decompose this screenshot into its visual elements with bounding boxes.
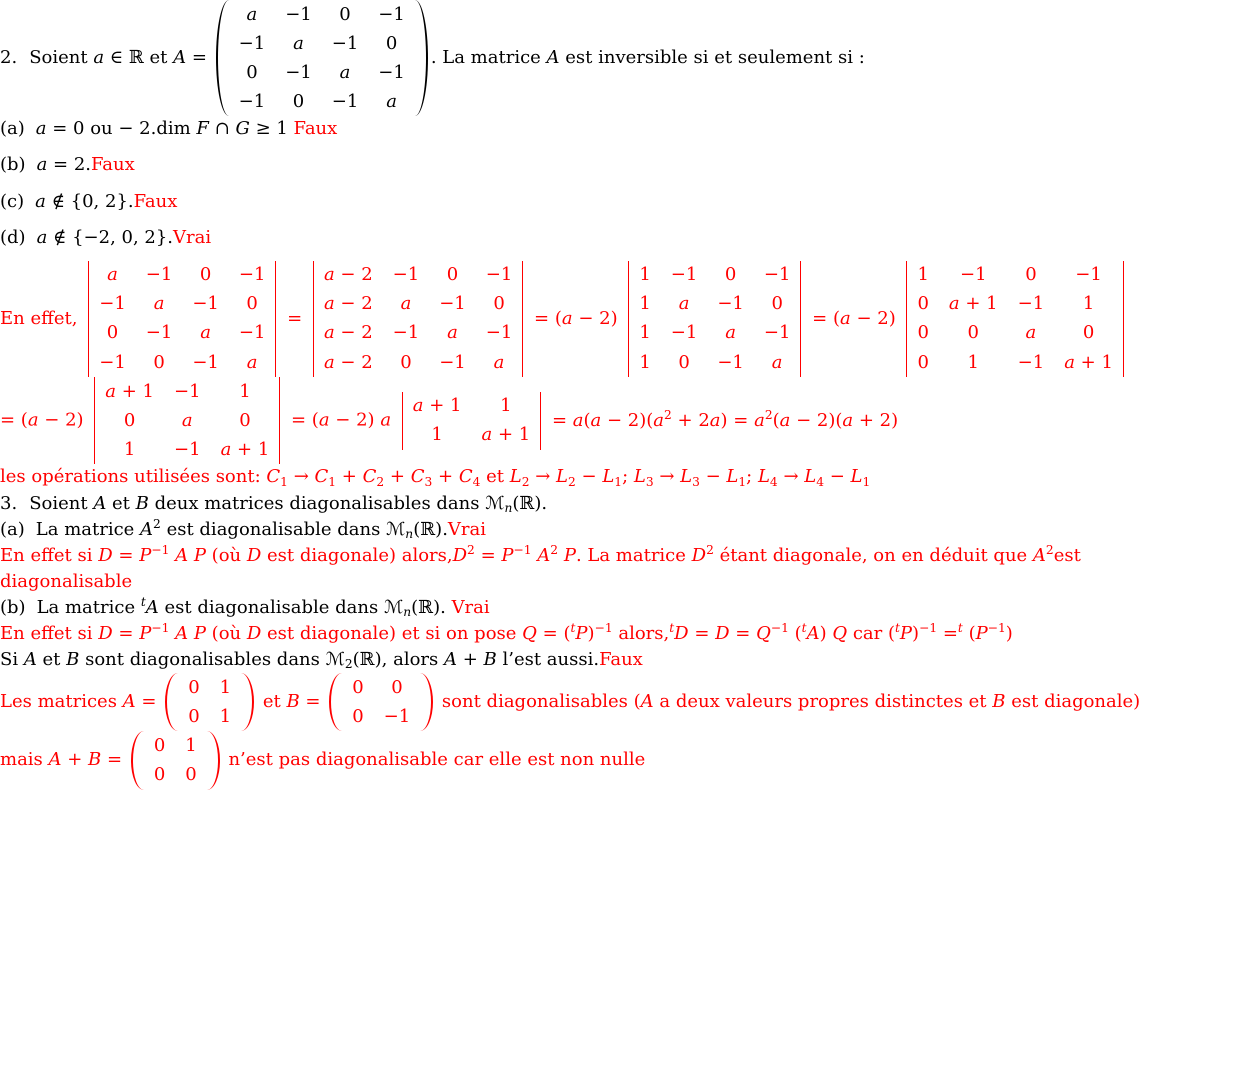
matrix-cell: a xyxy=(493,351,505,373)
q3-choice-a-label: (a) xyxy=(0,518,25,540)
choice-b-statement: a = 2. xyxy=(36,154,92,176)
matrix-cell: −1 xyxy=(1017,351,1045,373)
matrix-a-2x2-cells xyxy=(178,673,241,731)
matrix-cell: a xyxy=(181,409,193,431)
matrix-cell: a + 1 xyxy=(1064,351,1113,373)
proof-operations-line: les opérations utilisées sont: C1 → C1 + C2 + C3 + C4 et L2 → L2 − L1; L3 → L3 − L1; L4 → L4 − L1 xyxy=(0,466,871,489)
matrix-cell: a + 1 xyxy=(481,424,531,446)
matrix-a-2x2 xyxy=(165,673,254,731)
matrix-cell: 0 xyxy=(153,351,165,373)
matrix-cell: −1 xyxy=(192,293,219,315)
matrix-cell: 0 xyxy=(153,734,166,756)
choice-d-label: (d) xyxy=(0,226,26,248)
matrix-cell: 1 xyxy=(639,264,651,286)
determinant-1 xyxy=(88,261,276,377)
choice-b xyxy=(0,152,1239,178)
matrix-cell: 0 xyxy=(339,3,351,25)
matrix-cell: 1 xyxy=(219,705,232,727)
verdict-badge: Faux xyxy=(133,190,178,212)
matrix-cell: −1 xyxy=(331,90,359,112)
matrix-cell: a xyxy=(200,322,211,344)
matrix-cell: 1 xyxy=(967,351,979,373)
determinant-4 xyxy=(906,261,1123,377)
matrix-cell: 0 xyxy=(185,763,197,785)
matrix-cell: a + 1 xyxy=(105,380,155,402)
matrix-b-2x2-cells xyxy=(342,673,420,731)
choice-d-statement: a ∉ {−2, 0, 2}. xyxy=(36,226,174,248)
conclusion-suffix: n’est pas diagonalisable car elle est non nulle xyxy=(222,749,646,771)
matrix-sum-2x2 xyxy=(131,731,220,789)
matrix-cell: 1 xyxy=(431,424,443,446)
matrix-cell: −1 xyxy=(670,264,698,286)
determinant-5 xyxy=(94,377,280,464)
matrix-cell: −1 xyxy=(238,322,266,344)
matrix-cell: a xyxy=(725,322,736,344)
matrix-cell: 0 xyxy=(188,705,200,727)
q3-choice-b-statement: La matrice $^t$A est diagonalisable dans ℳn(ℝ). xyxy=(36,595,452,620)
counterexample-prefix: Les matrices A = xyxy=(0,691,163,713)
q2-number: 2. xyxy=(0,47,18,69)
paren-left xyxy=(329,673,342,731)
matrix-cell: 0 xyxy=(1082,322,1095,344)
choice-b-label: (b) xyxy=(0,154,26,176)
matrix-cell: 0 xyxy=(493,293,505,315)
matrix-cell: −1 xyxy=(383,705,411,727)
proof-line-2 xyxy=(0,377,1239,464)
matrix-cell: −1 xyxy=(174,380,201,402)
matrix-sum-2x2-cells xyxy=(144,731,207,789)
choice-c-label: (c) xyxy=(0,190,25,212)
matrix-cell: a xyxy=(246,351,258,373)
matrix-cell: −1 xyxy=(763,322,791,344)
choice-a xyxy=(0,116,1239,142)
choice-a-label: (a) xyxy=(0,118,25,140)
matrix-cell: −1 xyxy=(1075,264,1102,286)
matrix-cell: a + 1 xyxy=(412,395,462,417)
paren-left xyxy=(165,673,178,731)
determinant-3 xyxy=(628,261,801,377)
q3-choice-a-statement: La matrice $A^2$ est diagonalisable dans ℳn(ℝ). xyxy=(35,516,448,542)
matrix-cell: a xyxy=(246,3,258,25)
matrix-cell: 0 xyxy=(123,409,136,431)
matrix-cell: −1 xyxy=(670,322,698,344)
counterexample-suffix: sont diagonalisables (A a deux valeurs propres distinctes et B est diagonale) xyxy=(436,691,1141,713)
matrix-cell: 0 xyxy=(352,705,364,727)
matrix-cell: 0 xyxy=(292,90,305,112)
matrix-cell: −1 xyxy=(238,32,266,54)
matrix-cell: 1 xyxy=(239,380,251,402)
matrix-cell: 0 xyxy=(385,32,398,54)
matrix-cell: 1 xyxy=(917,264,929,286)
matrix-cell: a − 2 xyxy=(323,322,373,344)
matrix-cell: −1 xyxy=(439,293,466,315)
conclusion-prefix: mais A + B = xyxy=(0,749,128,771)
matrix-cell: −1 xyxy=(285,3,312,25)
matrix-cell: −1 xyxy=(439,351,466,373)
proof-eq-3: = (a − 2) xyxy=(806,307,902,329)
q2-choices xyxy=(0,116,1239,250)
matrix-cell: 0 xyxy=(106,322,119,344)
matrix-cell: −1 xyxy=(145,264,173,286)
matrix-cell: 0 xyxy=(917,293,929,315)
matrix-cell: 1 xyxy=(219,676,232,698)
matrix-cell: −1 xyxy=(763,264,791,286)
choice-d xyxy=(0,225,1239,251)
matrix-cell: a xyxy=(386,90,397,112)
matrix-cell: a xyxy=(107,264,118,286)
matrix-cell: 1 xyxy=(1082,293,1095,315)
q3-number: 3. xyxy=(0,492,18,514)
matrix-cell: 0 xyxy=(917,351,929,373)
determinant-2 xyxy=(313,261,523,377)
q3-choice-b-label: (b) xyxy=(0,596,26,618)
matrix-cell: a xyxy=(339,61,351,83)
matrix-cell: −1 xyxy=(99,293,126,315)
q3-choice-b xyxy=(0,595,1239,621)
matrix-cell: 0 xyxy=(352,676,364,698)
determinant-6 xyxy=(402,392,541,450)
matrix-cell: 0 xyxy=(678,351,690,373)
matrix-cell: −1 xyxy=(960,264,987,286)
paren-right xyxy=(415,0,428,116)
paren-right xyxy=(420,673,433,731)
paren-left xyxy=(131,731,144,789)
proof-eq-5: = (a − 2) a xyxy=(285,409,392,431)
q3-intro-text: Soient A et B deux matrices diagonalisables dans ℳn(ℝ). xyxy=(29,492,548,515)
matrix-cell: a xyxy=(771,351,783,373)
matrix-cell: a xyxy=(400,293,412,315)
counterexample-mid: et B = xyxy=(257,691,327,713)
q2-question-text: . La matrice A est inversible si et seulement si : xyxy=(430,47,865,69)
sum-claim-line xyxy=(0,647,1239,673)
q3-choice-b-explanation: En effet si $D = P^{-1}$ A P (où D est diagonale) et si on pose $Q = (^tP)^{-1}$ alors,$^t$D = $D = Q^{-1}$ ($^t$A) Q car $(^tP)^{-1} =^t$ $(P^{-1})$ xyxy=(0,621,1013,644)
matrix-cell: −1 xyxy=(192,351,219,373)
matrix-cell: −1 xyxy=(99,351,126,373)
proof-line-1 xyxy=(0,261,1239,377)
sum-claim-text: Si A et B sont diagonalisables dans ℳ2(ℝ), alors A + B l’est aussi. xyxy=(0,649,600,672)
matrix-cell: −1 xyxy=(378,61,405,83)
verdict-badge: Vrai xyxy=(451,596,490,618)
matrix-cell: 0 xyxy=(199,264,212,286)
matrix-cell: 1 xyxy=(123,438,136,460)
matrix-cell: 1 xyxy=(185,734,197,756)
matrix-a xyxy=(216,0,428,116)
matrix-cell: −1 xyxy=(717,293,744,315)
matrix-cell: −1 xyxy=(1017,293,1045,315)
verdict-badge: Faux xyxy=(91,154,135,176)
q2-intro-text: Soient a ∈ ℝ et A = xyxy=(29,47,213,69)
matrix-cell: −1 xyxy=(145,322,173,344)
matrix-cell: −1 xyxy=(485,322,513,344)
q3-intro-line xyxy=(0,491,1239,517)
matrix-cell: 0 xyxy=(967,322,979,344)
matrix-cell: a xyxy=(678,293,690,315)
verdict-badge: Faux xyxy=(599,649,643,671)
matrix-cell: 0 xyxy=(246,61,258,83)
matrix-a-cells xyxy=(229,0,415,116)
paren-left xyxy=(216,0,229,116)
matrix-cell: 0 xyxy=(153,763,166,785)
verdict-badge: Vrai xyxy=(447,518,487,540)
matrix-cell: 1 xyxy=(639,293,651,315)
paren-right xyxy=(207,731,220,789)
q2-intro-line xyxy=(0,0,1239,116)
matrix-cell: −1 xyxy=(378,3,405,25)
matrix-cell: −1 xyxy=(717,351,744,373)
matrix-cell: 0 xyxy=(771,293,783,315)
q2-proof xyxy=(0,261,1239,491)
matrix-cell: −1 xyxy=(285,61,312,83)
matrix-cell: a − 2 xyxy=(323,293,373,315)
matrix-cell: −1 xyxy=(392,322,420,344)
matrix-cell: −1 xyxy=(331,32,359,54)
matrix-cell: 0 xyxy=(1025,264,1037,286)
matrix-cell: 0 xyxy=(391,676,403,698)
matrix-cell: a xyxy=(293,32,304,54)
q3-choice-a xyxy=(0,517,1239,543)
matrix-cell: 0 xyxy=(246,293,258,315)
matrix-cell: a + 1 xyxy=(948,293,998,315)
matrix-cell: 0 xyxy=(446,264,459,286)
proof-eq-1: = xyxy=(281,307,308,329)
matrix-cell: a − 2 xyxy=(323,264,373,286)
proof-eq-2: = (a − 2) xyxy=(528,307,624,329)
matrix-cell: 0 xyxy=(917,322,929,344)
matrix-cell: a − 2 xyxy=(323,351,373,373)
verdict-badge: Faux xyxy=(293,118,338,140)
q3-choice-a-explanation: En effet si $D = P^{-1}$ A P (où D est diagonale) $alors,D^2 = P^{-1}$ $A^2$ P. La matrice $D^2$ étant diagonale, on en déduit que $A^2est$ diagonalisable xyxy=(0,542,1081,592)
matrix-cell: 0 xyxy=(400,351,412,373)
matrix-cell: −1 xyxy=(238,90,266,112)
conclusion-line xyxy=(0,731,1239,789)
matrix-cell: a xyxy=(1025,322,1037,344)
matrix-b-2x2 xyxy=(329,673,433,731)
matrix-cell: a + 1 xyxy=(220,438,270,460)
matrix-cell: a xyxy=(153,293,165,315)
matrix-cell: 1 xyxy=(500,395,512,417)
matrix-cell: 1 xyxy=(639,351,651,373)
choice-a-statement: a = 0 ou − 2.dim F ∩ G ≥ 1 xyxy=(35,118,294,140)
matrix-cell: −1 xyxy=(238,264,266,286)
choice-c-statement: a ∉ {0, 2}. xyxy=(35,190,134,212)
matrix-cell: 0 xyxy=(724,264,737,286)
counterexample-line xyxy=(0,673,1239,731)
proof-result: = $a(a - 2)(a^2 + 2a) = a^2(a - 2)(a + 2)$ xyxy=(546,408,899,431)
verdict-badge: Vrai xyxy=(173,226,212,248)
matrix-cell: −1 xyxy=(485,264,513,286)
matrix-cell: −1 xyxy=(392,264,420,286)
proof-eq-4: = (a − 2) xyxy=(0,409,90,431)
matrix-cell: a xyxy=(447,322,458,344)
matrix-cell: −1 xyxy=(174,438,201,460)
matrix-cell: 1 xyxy=(639,322,651,344)
matrix-cell: 0 xyxy=(188,676,200,698)
proof-lead: En effet, xyxy=(0,307,84,329)
matrix-cell: 0 xyxy=(239,409,251,431)
choice-c xyxy=(0,189,1239,215)
paren-right xyxy=(241,673,254,731)
